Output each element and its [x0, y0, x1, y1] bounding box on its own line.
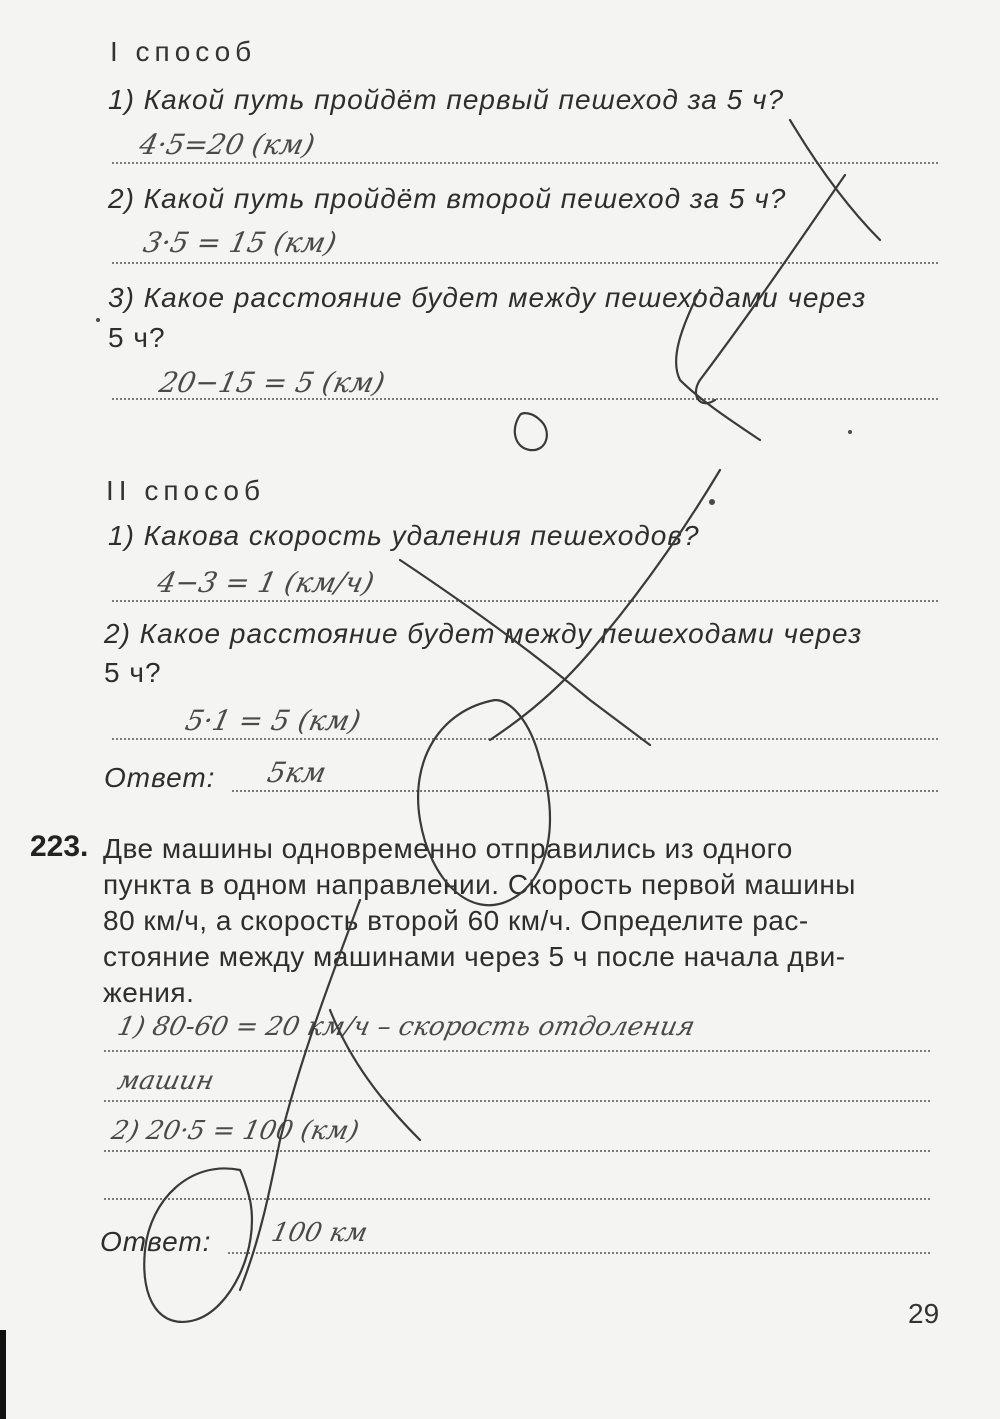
method2-answer-2: 5·1 = 5 (км)	[182, 704, 364, 737]
method1-question-3: 3) Какое расстояние будет между пешеходами через	[108, 282, 867, 313]
method2-answer-1: 4−3 = 1 (км/ч)	[154, 566, 378, 599]
scribble-stroke	[515, 413, 547, 450]
task-answer-value: 100 км	[268, 1218, 371, 1248]
method2-question-2-cont: 5 ч?	[104, 657, 162, 688]
method2-answer-value: 5км	[264, 756, 330, 789]
answer-line	[104, 1150, 930, 1152]
method2-question-1: 1) Какова скорость удаления пешеходов?	[108, 520, 700, 551]
method1-question-1: 1) Какой путь пройдёт первый пешеход за 5 ч?	[108, 84, 785, 115]
scribble-dot	[709, 499, 715, 505]
task-solution-step-1-cont: машин	[114, 1066, 217, 1096]
method1-answer-3: 20−15 = 5 (км)	[156, 366, 388, 399]
task-text-line-2: пункта в одном направлении. Скорость первой машины	[103, 869, 856, 900]
method1-question-3-cont: 5 ч?	[108, 322, 166, 353]
method2-heading: II способ	[106, 475, 265, 506]
task-number: 223.	[30, 830, 89, 863]
method1-answer-2: 3·5 = 15 (км)	[140, 226, 340, 259]
task-answer-label: Ответ:	[100, 1226, 212, 1257]
method2-question-2: 2) Какое расстояние будет между пешеходами через	[104, 618, 863, 649]
answer-line	[228, 1252, 930, 1254]
method1-answer-1: 4·5=20 (км)	[136, 128, 318, 161]
scribble-dot	[96, 318, 100, 322]
answer-line	[112, 738, 938, 740]
scribble-stroke	[490, 470, 720, 740]
task-text-line-4: стояние между машинами через 5 ч после начала дви-	[103, 941, 846, 972]
answer-line	[104, 1100, 930, 1102]
page-number: 29	[908, 1298, 940, 1329]
method1-heading: I способ	[110, 36, 257, 67]
page-edge-shadow	[0, 1330, 6, 1419]
answer-line	[112, 262, 938, 264]
task-text-line-1: Две машины одновременно отправились из одного	[103, 833, 793, 864]
method1-question-2: 2) Какой путь пройдёт второй пешеход за 5 ч?	[108, 183, 787, 214]
task-solution-step-2: 2) 20·5 = 100 (км)	[108, 1116, 362, 1146]
answer-line	[232, 790, 938, 792]
answer-line	[112, 162, 938, 164]
task-text-line-3: 80 км/ч, а скорость второй 60 км/ч. Определите рас-	[103, 905, 809, 936]
scribble-stroke	[400, 560, 650, 745]
scribble-stroke	[790, 120, 880, 240]
task-solution-step-1: 1) 80-60 = 20 км/ч – скорость отдоления	[114, 1012, 698, 1042]
scribble-dot	[848, 430, 852, 434]
task-text-line-5: жения.	[103, 977, 195, 1008]
method2-answer-label: Ответ:	[104, 762, 216, 793]
answer-line	[104, 1050, 930, 1052]
answer-line	[104, 1198, 930, 1200]
answer-line	[112, 600, 938, 602]
